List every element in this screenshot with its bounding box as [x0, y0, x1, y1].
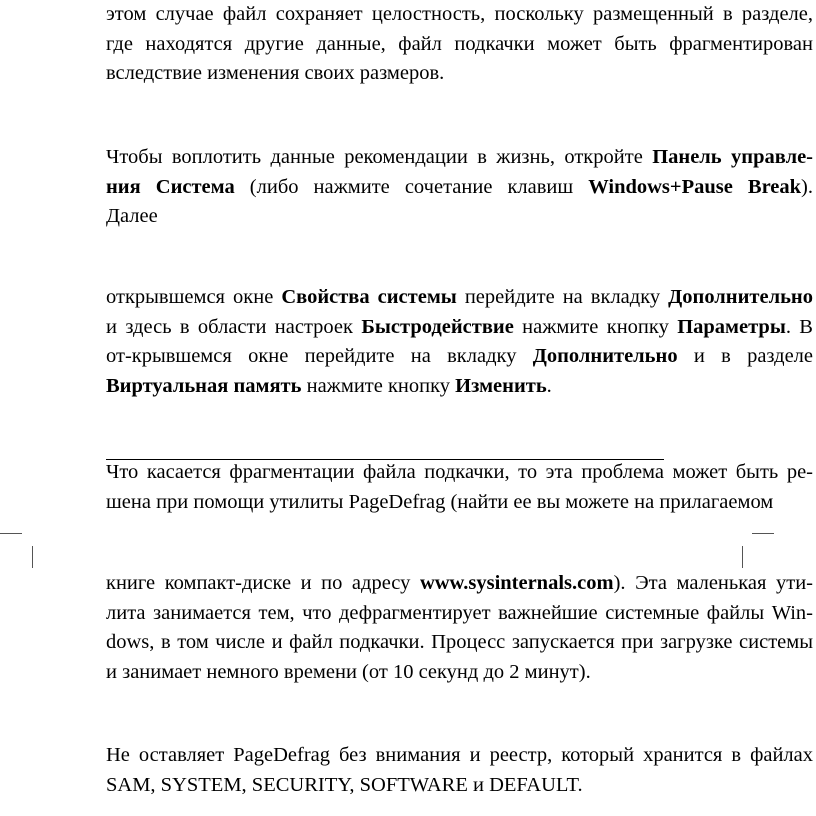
paragraph-6-line-1: Не оставляет PageDefrag без внимания и реестр, который хранится в файлах [106, 744, 813, 766]
paragraph-5-line-2: лита занимается тем, что дефрагментирует важнейшие системные файлы Win- [106, 601, 813, 624]
paragraph-1-line-1: этом случае файл сохраняет целостность, поскольку размещенный в разделе, [106, 3, 813, 25]
bold-term: Панель управле- [652, 146, 813, 168]
bold-term: Виртуальная память [106, 374, 302, 397]
bold-term: Изменить [455, 374, 547, 397]
paragraph-5-text: ). Эта маленькая ути- [613, 572, 813, 594]
bold-term: ния Система [106, 175, 235, 198]
paragraph-3-text: открывшемся окне [106, 286, 282, 308]
paragraph-1 [106, 0, 813, 89]
page-break-mark-left-horizontal [0, 533, 22, 534]
paragraph-2-line-3: Далее [106, 205, 158, 227]
bold-term: Дополнительно [668, 286, 813, 308]
paragraph-3 [106, 283, 813, 401]
paragraph-3-text: . В [785, 315, 813, 338]
paragraph-3-text: и здесь в области настроек [106, 315, 362, 338]
paragraph-3-line-3 [106, 342, 813, 372]
page-break-mark-left-vertical [32, 546, 33, 568]
paragraph-4-line-2: шена при помощи утилиты PageDefrag (найти ее вы можете на прилагаемом [106, 490, 774, 513]
paragraph-3-line-2 [106, 313, 813, 343]
paragraph-2-line-2 [106, 173, 813, 203]
paragraph-5-line-3: dows, в том числе и файл подкачки. Процесс запускается при загрузке системы [106, 631, 813, 653]
paragraph-5-line-1 [106, 569, 813, 599]
bold-term: Дополнительно [532, 345, 678, 367]
paragraph-2-text: (либо нажмите сочетание клавиш [234, 175, 589, 198]
bold-term: Свойства системы [281, 286, 457, 308]
paragraph-3-text: нажмите кнопку [301, 374, 456, 397]
paragraph-2-line-1 [106, 143, 813, 173]
paragraph-2 [106, 143, 813, 232]
paragraph-4 [106, 458, 813, 517]
paragraph-2-text: Чтобы воплотить данные рекомендации в жизнь, откройте [106, 146, 653, 168]
paragraph-5-line-4: и занимает немного времени (от 10 секунд до 2 минут). [106, 660, 591, 683]
paragraph-6 [106, 741, 813, 800]
paragraph-3-line-4 [106, 372, 813, 402]
bold-term: Быстродействие [361, 315, 514, 338]
paragraph-3-text: . [546, 374, 552, 397]
paragraph-4-line-1: Что касается фрагментации файла подкачки, то эта проблема может быть ре- [106, 461, 813, 483]
paragraph-5-text: книге компакт-диске и по адресу [106, 572, 420, 594]
page-break-mark-right-vertical [742, 546, 743, 568]
paragraph-3-text: нажмите кнопку [513, 315, 678, 338]
paragraph-3-text: перейдите на вкладку [456, 286, 669, 308]
paragraph-2-text: ). [801, 175, 813, 198]
bold-term: Windows+Pause Break [588, 175, 802, 198]
paragraph-3-text: и в разделе [677, 345, 814, 367]
paragraph-1-line-3: вследствие изменения своих размеров. [106, 62, 445, 84]
paragraph-1-line-2: где находятся другие данные, файл подкачки может быть фрагментирован [106, 32, 813, 55]
paragraph-6-line-2: SAM, SYSTEM, SECURITY, SOFTWARE и DEFAULT. [106, 773, 583, 796]
paragraph-5 [106, 569, 813, 687]
paragraph-3-text: от-крывшемся окне перейдите на вкладку [106, 345, 533, 367]
website-link: www.sysinternals.com [419, 572, 614, 594]
bold-term: Параметры [677, 315, 786, 338]
paragraph-3-line-1 [106, 283, 813, 313]
page-break-mark-right-horizontal [752, 533, 774, 534]
